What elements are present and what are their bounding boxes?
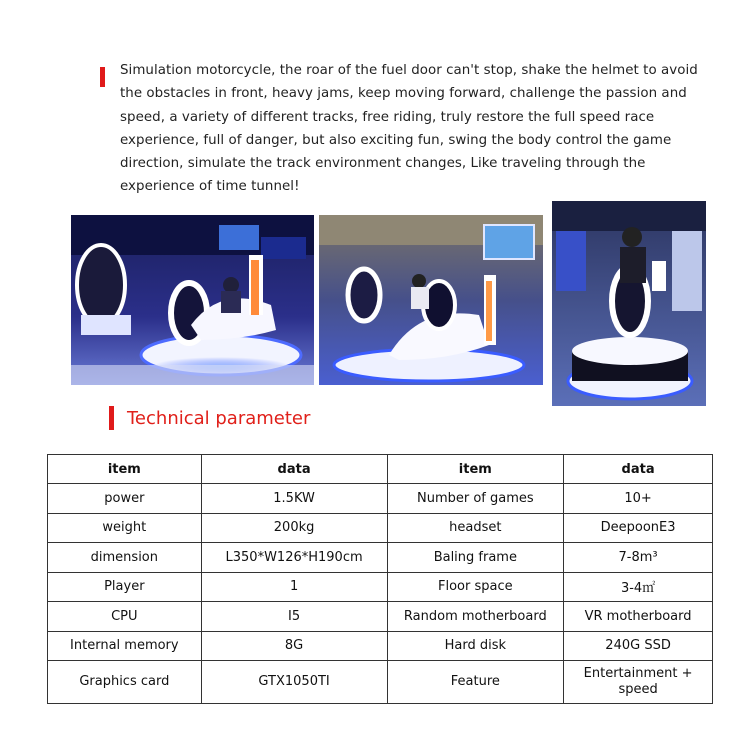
table-cell: Graphics card xyxy=(48,661,202,704)
table-cell: 3-4㎡ xyxy=(564,572,713,602)
product-photo-rider xyxy=(552,201,706,406)
table-header-row xyxy=(48,455,713,484)
table-row xyxy=(48,602,713,632)
intro-accent-bar xyxy=(100,67,105,87)
table-cell: power xyxy=(48,484,202,514)
table-cell: Baling frame xyxy=(387,543,564,573)
section-accent-bar xyxy=(109,406,114,430)
table-cell: headset xyxy=(387,513,564,543)
table-row xyxy=(48,543,713,573)
product-photo-side xyxy=(71,215,314,385)
table-cell: 10+ xyxy=(564,484,713,514)
table-cell: 200kg xyxy=(201,513,387,543)
table-row xyxy=(48,572,713,602)
table-cell: L350*W126*H190cm xyxy=(201,543,387,573)
table-cell: GTX1050TI xyxy=(201,661,387,704)
table-cell: 7-8m³ xyxy=(564,543,713,573)
table-row xyxy=(48,484,713,514)
table-cell: VR motherboard xyxy=(564,602,713,632)
table-row xyxy=(48,661,713,704)
table-row xyxy=(48,631,713,661)
table-cell: I5 xyxy=(201,602,387,632)
table-cell: DeepoonE3 xyxy=(564,513,713,543)
table-cell: Floor space xyxy=(387,572,564,602)
table-cell: Random motherboard xyxy=(387,602,564,632)
table-cell: 8G xyxy=(201,631,387,661)
section-title: Technical parameter xyxy=(127,408,311,429)
table-cell: Entertainment + speed xyxy=(564,661,713,704)
technical-parameter-table xyxy=(47,454,713,704)
column-header: item xyxy=(387,455,564,484)
table-cell: 240G SSD xyxy=(564,631,713,661)
table-cell: 1 xyxy=(201,572,387,602)
intro-paragraph: Simulation motorcycle, the roar of the fuel door can't stop, shake the helmet to avoid the obstacles in front, heavy jams, keep moving forward, challenge the passion and speed, a variety of different tracks, free riding, truly restore the full speed race experience, full of danger, but also exciting fun, swing the body control the game direction, simulate the track environment changes, Like traveling through the experience of time tunnel! xyxy=(120,63,698,195)
column-header: data xyxy=(201,455,387,484)
table-cell: Internal memory xyxy=(48,631,202,661)
column-header: data xyxy=(564,455,713,484)
table-cell: Hard disk xyxy=(387,631,564,661)
table-cell: Number of games xyxy=(387,484,564,514)
table-cell: Player xyxy=(48,572,202,602)
table-cell: 1.5KW xyxy=(201,484,387,514)
table-cell: Feature xyxy=(387,661,564,704)
column-header: item xyxy=(48,455,202,484)
table-cell: CPU xyxy=(48,602,202,632)
table-cell: weight xyxy=(48,513,202,543)
product-photo-front xyxy=(319,215,543,385)
table-cell: dimension xyxy=(48,543,202,573)
table-row xyxy=(48,513,713,543)
